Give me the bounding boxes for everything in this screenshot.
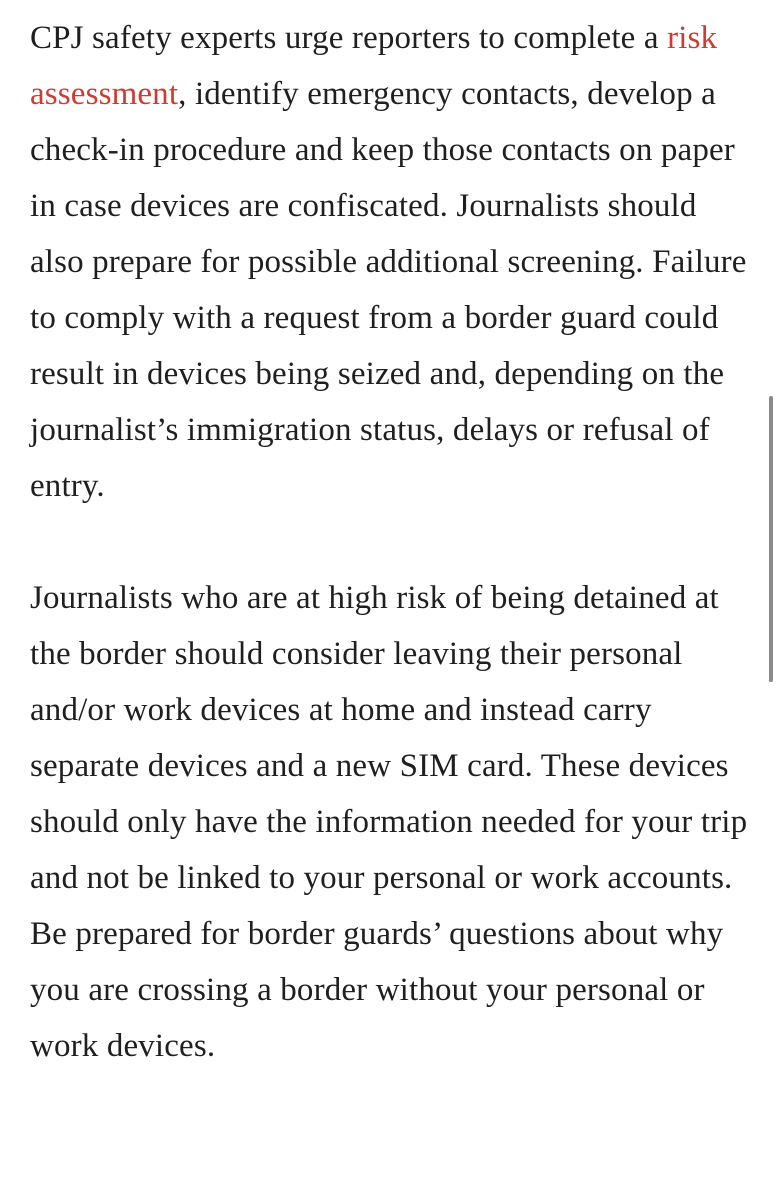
paragraph-high-risk-devices: Journalists who are at high risk of being detained at the border should consider leaving their personal and/or work devices at home and instead carry separate devices and a new SIM card. These devices should only have the information needed for your trip and not be linked to your personal or work accounts. Be prepared for border guards’ questions about why you are crossing a border without your personal or work devices. <box>30 580 748 1064</box>
paragraph-1-intro: CPJ safety experts urge reporters to complete a <box>30 20 668 56</box>
risk-assessment-link[interactable]: risk assessment <box>30 20 718 112</box>
paragraph-1-rest: , identify emergency contacts, develop a check-in procedure and keep those contacts on paper in case devices are confiscated. Journalists should also prepare for possible additional screening. Failure to comply with a request from a border guard could result in devices being seized and, depending on the journalist’s immigration status, delays or refusal of entry. <box>30 76 747 504</box>
article-body <box>30 10 750 1074</box>
paragraph-risk-assessment <box>30 10 750 514</box>
vertical-scrollbar[interactable] <box>769 396 773 682</box>
